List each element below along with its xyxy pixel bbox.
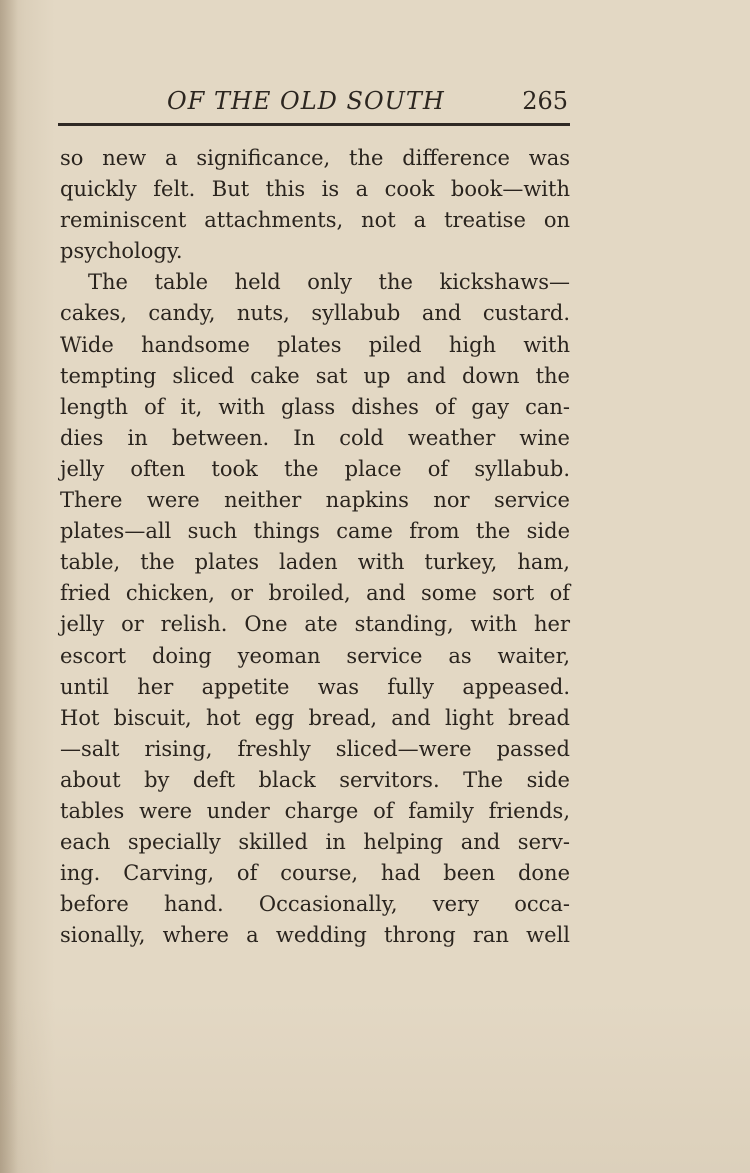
running-title: OF THE OLD SOUTH (167, 87, 445, 115)
spine-shadow (0, 0, 18, 1173)
text-line: Hot biscuit, hot egg bread, and light bread (60, 705, 570, 730)
page-number: 265 (522, 87, 568, 115)
text-line: until her appetite was fully appeased. (60, 674, 570, 699)
text-line: sionally, where a wedding throng ran well (60, 923, 570, 948)
text-line: length of it, with glass dishes of gay can- (60, 394, 570, 419)
text-line: before hand. Occasionally, very occa- (60, 892, 570, 917)
text-line: psychology. (60, 239, 183, 264)
text-line: table, the plates laden with turkey, ham, (60, 550, 570, 575)
body-text (60, 143, 570, 951)
text-line: There were neither napkins nor service (60, 488, 570, 513)
text-line: —salt rising, freshly sliced—were passed (60, 736, 570, 761)
text-line: Wide handsome plates piled high with (60, 332, 570, 357)
text-line: plates—all such things came from the side (60, 519, 570, 544)
text-line: about by deft black servitors. The side (60, 767, 570, 792)
text-line: tables were under charge of family friends, (60, 798, 570, 823)
text-line: tempting sliced cake sat up and down the (60, 363, 570, 388)
text-line: jelly or relish. One ate standing, with her (60, 612, 570, 637)
text-line: so new a significance, the difference was (60, 146, 570, 170)
header-rule (58, 123, 570, 126)
running-head (60, 84, 570, 120)
text-line: quickly felt. But this is a cook book—with (60, 177, 570, 202)
text-line: The table held only the kickshaws— (88, 270, 570, 295)
text-line: ing. Carving, of course, had been done (60, 861, 570, 886)
text-line: jelly often took the place of syllabub. (60, 456, 570, 481)
text-line: cakes, candy, nuts, syllabub and custard. (60, 301, 570, 326)
text-line: reminiscent attachments, not a treatise on (60, 208, 570, 233)
text-line: fried chicken, or broiled, and some sort of (60, 581, 570, 606)
text-line: escort doing yeoman service as waiter, (60, 643, 570, 668)
text-line: each specially skilled in helping and serv- (60, 830, 570, 855)
text-line: dies in between. In cold weather wine (60, 425, 570, 450)
